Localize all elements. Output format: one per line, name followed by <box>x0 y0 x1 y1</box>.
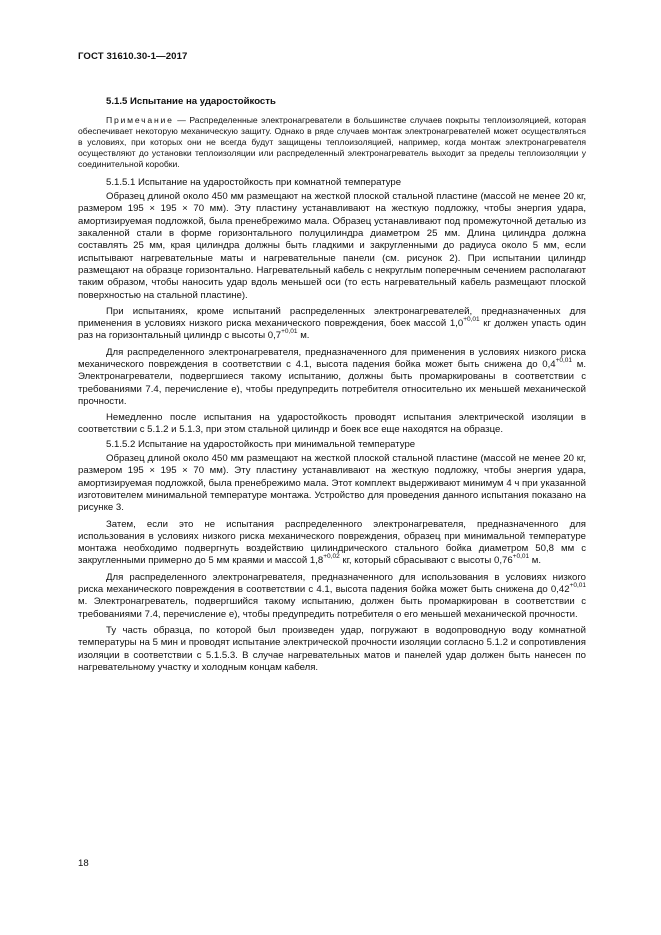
section-title: 5.1.5 Испытание на ударостойкость <box>106 96 276 107</box>
tolerance-superscript: +0,01 <box>463 315 480 323</box>
text-run: м. <box>297 330 310 342</box>
tolerance-superscript: +0,01 <box>569 581 586 589</box>
text-run: Затем, если это не испытания распределенного электронагревателя, предназначенного для использования в условиях низкого риска механического повреждения, образец при минимальной температуре монтажа необходимо подвергнуть воздействию цилиндрического стального бойка диаметром 50,8 мм с закругленными примерно до 5 мм краями и массой 1,8 <box>78 518 586 567</box>
tolerance-superscript: +0,01 <box>512 553 530 561</box>
tolerance-superscript: +0,01 <box>281 328 298 336</box>
text-run: Для распределенного электронагревателя, предназначенного для использования в условиях низкого риска механического повреждения в соответствии с 4.1, высота падения бойка может быть снижена до 0,42 <box>78 571 586 596</box>
note-label: Примечание <box>106 115 174 126</box>
page-body <box>78 96 586 676</box>
paragraph-impact-mass <box>78 306 586 343</box>
paragraph-min-temp-impact <box>78 519 586 568</box>
note <box>78 115 586 170</box>
paragraph-insulation-test: Немедленно после испытания на ударостойкость проводят испытания электрической изоляции в соответствии с 5.1.2 и 5.1.3, при этом стальной цилиндр и боек все еще находятся на образце. <box>78 412 586 436</box>
paragraph-min-temp-setup: Образец длиной около 450 мм размещают на жесткой плоской стальной пластине (массой не менее 20 кг, размером 195 × 195 × 70 мм). Эту пластину устанавливают на жесткую подложку, чтобы энергия удара, амортизируемая подложкой, была пренебрежимо мала. Этот комплект выдерживают минимум 4 ч при указанной изготовителем минимальной температуре монтажа. Устройство для проведения данного испытания показано на рисунке 3. <box>78 453 586 514</box>
text-run: м. Электронагреватели, подвергшиеся такому испытанию, должны быть промаркированы в соответствии с требованиями 7.4, перечисление е), чтобы предупредить потребителя относительно их меньшей механической прочности. <box>78 358 587 407</box>
page-number: 18 <box>78 858 89 869</box>
paragraph-water-immersion: Ту часть образца, по которой был произведен удар, погружают в водопроводную воду комнатной температуры на 5 мин и проводят испытание электрической прочности изоляции согласно 5.1.2 и сопротивления изоляции в соответствии с 5.1.5.3. В случае нагревательных матов и панелей удар должен быть нанесен по нагревательному участку и холодным концам кабеля. <box>78 624 586 673</box>
text-run: Для распределенного электронагревателя, предназначенного для применения в условиях низкого риска механического повреждения в соответствии с 4.1, высота падения бойка может быть снижена до 0,4 <box>78 346 586 370</box>
paragraph-room-temp-setup: Образец длиной около 450 мм размещают на жесткой плоской стальной пластине (массой не менее 20 кг, размером 195 × 195 × 70 мм). Эту пластину устанавливают на жесткую подложку, чтобы энергия удара, амортизируемая подложкой, была пренебрежимо мала. Образец устанавливают под промежуточной деталью из закаленной стали в форме горизонтального полуцилиндра диаметром 25 мм. Длина цилиндра должна составлять 25 мм, края цилиндра должны быть гладкими и закругленными до радиуса около 5 мм, если испытывают нагревательные маты и нагревательные панели (см. рисунок 2). При испытании цилиндр размещают на образце горизонтально. Нагревательный кабель с некруглым поперечным сечением располагают таким образом, чтобы наносить удар вдоль меньшей оси (то есть нагревательный кабель размещают плоской поверхностью на стальной пластине). <box>78 191 586 301</box>
text-run: При испытаниях, кроме испытаний распределенных электронагревателей, предназначенных для применения в условиях низкого риска механического повреждения, боек массой 1,0 <box>78 305 586 330</box>
tolerance-superscript: +0,01 <box>555 356 573 364</box>
subsection-title-min-temp: 5.1.5.2 Испытание на ударостойкость при минимальной температуре <box>106 438 416 450</box>
text-run: м. Электронагреватель, подвергшийся такому испытанию, должен быть промаркирован в соответствии с требованиями 7.4, перечисление е), чтобы предупредить потребителя о его меньшей механической прочности. <box>78 596 586 620</box>
text-run: м. <box>529 555 542 567</box>
note-text: — Распределенные электронагреватели в большинстве случаев покрыты теплоизоляцией, которая обеспечивает некоторую механическую защиту. Однако в ряде случаев монтаж электронагревателей может осуществляться в условиях, при которых они не всегда будут защищены теплоизоляцией, например, когда монтаж электронагревателя осуществляют до установки теплоизоляции или распределенный электронагреватель выходит за пределы теплоизоляции у соединительной коробки. <box>78 115 586 169</box>
document-header: ГОСТ 31610.30-1—2017 <box>78 51 188 62</box>
subsection-title-room-temp: 5.1.5.1 Испытание на ударостойкость при комнатной температуре <box>106 176 402 188</box>
paragraph-low-risk-min <box>78 572 586 621</box>
paragraph-low-risk-room <box>78 347 586 408</box>
text-run: кг должен упасть один раз на горизонтальный цилиндр с высоты 0,7 <box>78 318 586 342</box>
tolerance-superscript: +0,02 <box>323 553 340 561</box>
text-run: кг, который сбрасывают с высоты 0,76 <box>339 555 513 567</box>
